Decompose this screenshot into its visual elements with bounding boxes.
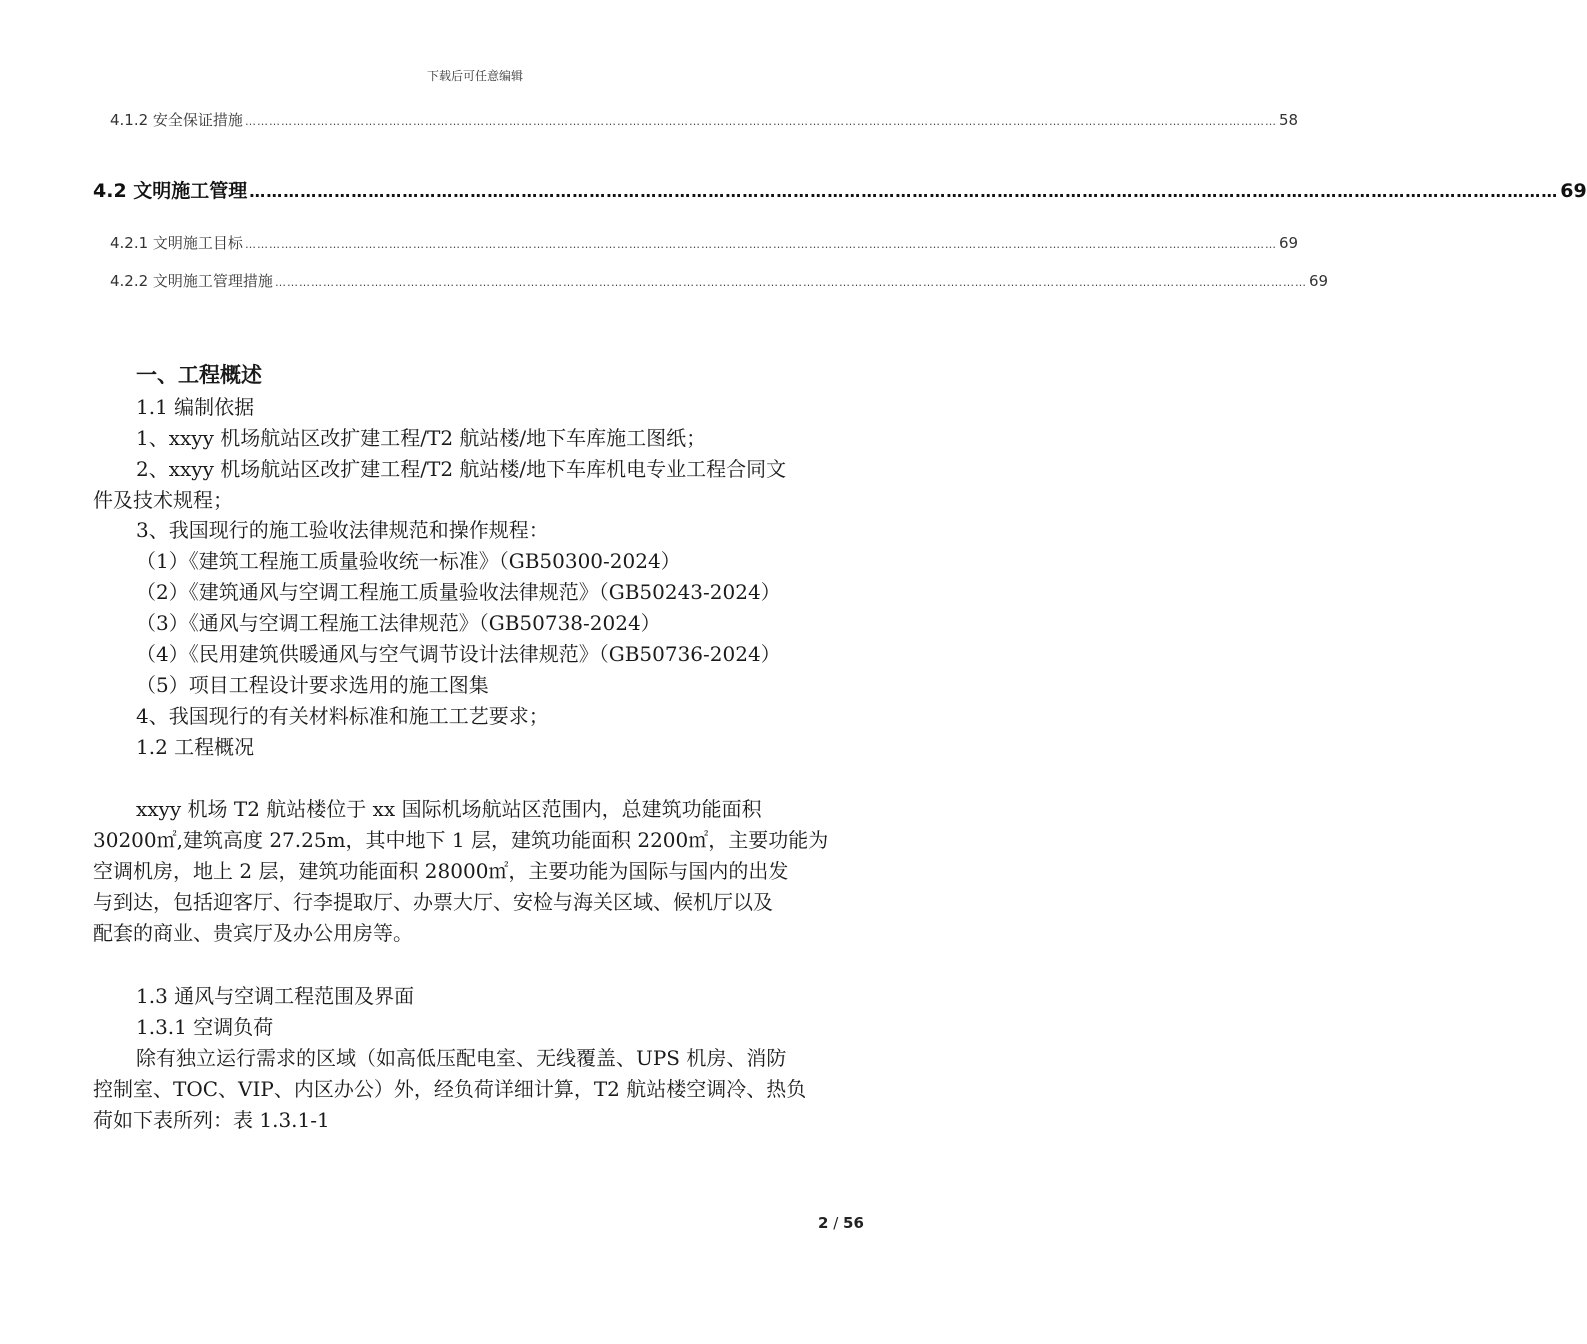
basis-item-cont: 件及技术规程； — [93, 488, 233, 512]
toc-entry-title: 4.2.2 文明施工管理措施 — [110, 272, 273, 290]
toc-leader: …………………………………………………………………………………………………………………………………………………………………………………………………………………………………… — [274, 276, 1307, 289]
standard-item: （5）项目工程设计要求选用的施工图集 — [136, 673, 489, 697]
subsection-heading: 1.3.1 空调负荷 — [136, 1015, 274, 1039]
toc-leader: …………………………………………………………………………………………………………………………………………………………………………………………………………… — [249, 182, 1559, 201]
toc-entry-page: 58 — [1278, 111, 1299, 129]
toc-entry-title: 4.2.1 文明施工目标 — [110, 234, 243, 252]
standard-item: （2）《建筑通风与空调工程施工质量验收法律规范》（GB50243-2024） — [136, 580, 781, 604]
subsection-heading: 1.2 工程概况 — [136, 735, 255, 759]
toc-entry-page: 69 — [1560, 180, 1587, 202]
subsection-heading: 1.3 通风与空调工程范围及界面 — [136, 984, 415, 1008]
toc-entry[interactable] — [110, 232, 1299, 253]
current-page: 2 — [818, 1214, 829, 1232]
toc-entry-title: 4.1.2 安全保证措施 — [110, 111, 243, 129]
standard-item: （3）《通风与空调工程施工法律规范》（GB50738-2024） — [136, 611, 661, 635]
overview-paragraph: 30200㎡,建筑高度 27.25m，其中地下 1 层，建筑功能面积 2200㎡，主要功能为 — [93, 828, 829, 852]
toc-leader: …………………………………………………………………………………………………………………………………………………………………………………………………………………………………… — [244, 238, 1277, 251]
toc-entry-page: 69 — [1308, 272, 1329, 290]
load-paragraph: 除有独立运行需求的区域（如高低压配电室、无线覆盖、UPS 机房、消防 — [136, 1046, 787, 1070]
toc-entry-page: 69 — [1278, 234, 1299, 252]
standard-item: （1）《建筑工程施工质量验收统一标准》（GB50300-2024） — [136, 549, 681, 573]
subsection-heading: 1.1 编制依据 — [136, 395, 255, 419]
toc-entry-title: 4.2 文明施工管理 — [93, 180, 248, 202]
overview-paragraph: xxyy 机场 T2 航站楼位于 xx 国际机场航站区范围内，总建筑功能面积 — [136, 797, 762, 821]
toc-entry[interactable] — [110, 270, 1329, 291]
toc-entry[interactable] — [110, 109, 1299, 130]
overview-paragraph: 配套的商业、贵宾厅及办公用房等。 — [93, 921, 413, 945]
basis-item: 1、xxyy 机场航站区改扩建工程/T2 航站楼/地下车库施工图纸； — [136, 426, 707, 450]
page-number: 2 / 56 — [818, 1214, 864, 1232]
toc-entry[interactable] — [93, 176, 1587, 203]
toc-leader: …………………………………………………………………………………………………………………………………………………………………………………………………………………………………… — [244, 115, 1277, 128]
standard-item: （4）《民用建筑供暖通风与空气调节设计法律规范》（GB50736-2024） — [136, 642, 781, 666]
basis-item: 2、xxyy 机场航站区改扩建工程/T2 航站楼/地下车库机电专业工程合同文 — [136, 457, 787, 481]
load-paragraph: 控制室、TOC、VIP、内区办公）外，经负荷详细计算，T2 航站楼空调冷、热负 — [93, 1077, 807, 1101]
basis-item: 4、我国现行的有关材料标准和施工工艺要求； — [136, 704, 549, 728]
total-pages: 56 — [843, 1214, 864, 1232]
page-header: 下载后可任意编辑 — [426, 69, 523, 83]
overview-paragraph: 空调机房，地上 2 层，建筑功能面积 28000㎡，主要功能为国际与国内的出发 — [93, 859, 789, 883]
basis-item: 3、我国现行的施工验收法律规范和操作规程： — [136, 518, 549, 542]
overview-paragraph: 与到达，包括迎客厅、行李提取厅、办票大厅、安检与海关区域、候机厅以及 — [93, 890, 773, 914]
section-title: 一、工程概述 — [136, 363, 262, 387]
load-paragraph: 荷如下表所列：表 1.3.1-1 — [93, 1108, 330, 1132]
